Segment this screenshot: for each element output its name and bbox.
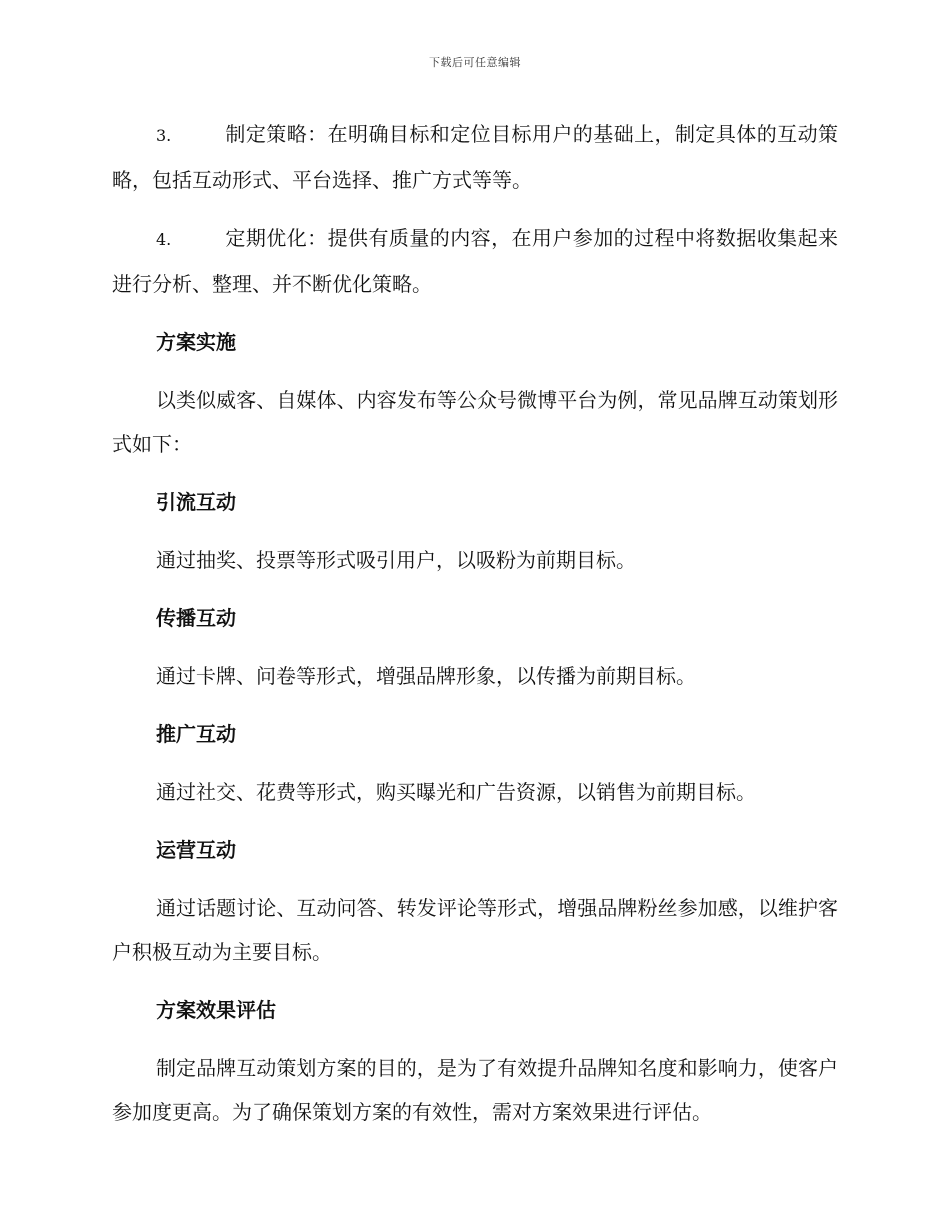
list-item-4 (112, 216, 838, 306)
paragraph-traffic: 通过抽奖、投票等形式吸引用户，以吸粉为前期目标。 (156, 548, 636, 572)
section-heading-spread: 传播互动 (156, 606, 236, 630)
paragraph-evaluation: 制定品牌互动策划方案的目的，是为了有效提升品牌知名度和影响力，使客户参加度更高。为了确保策划方案的有效性，需对方案效果进行评估。 (112, 1056, 838, 1124)
page-header: 下载后可任意编辑 (429, 56, 521, 69)
list-number: 4. (156, 230, 172, 249)
section-heading-promotion: 推广互动 (156, 722, 236, 746)
document-body (112, 112, 838, 1148)
paragraph-spread: 通过卡牌、问卷等形式，增强品牌形象，以传播为前期目标。 (156, 664, 696, 688)
section-heading-operation: 运营互动 (156, 838, 236, 862)
section-heading-implementation: 方案实施 (156, 330, 236, 354)
list-item-text: 制定策略：在明确目标和定位目标用户的基础上，制定具体的互动策略，包括互动形式、平台选择、推广方式等等。 (112, 122, 838, 192)
list-item-text: 定期优化：提供有质量的内容，在用户参加的过程中将数据收集起来进行分析、整理、并不断优化策略。 (112, 226, 838, 296)
paragraph-operation: 通过话题讨论、互动问答、转发评论等形式，增强品牌粉丝参加感，以维护客户积极互动为主要目标。 (112, 896, 838, 964)
paragraph-implementation-intro: 以类似威客、自媒体、内容发布等公众号微博平台为例，常见品牌互动策划形式如下： (112, 388, 838, 456)
section-heading-traffic: 引流互动 (156, 490, 236, 514)
list-item-3 (112, 112, 838, 202)
list-number: 3. (156, 126, 172, 145)
paragraph-promotion: 通过社交、花费等形式，购买曝光和广告资源，以销售为前期目标。 (156, 780, 756, 804)
section-heading-evaluation: 方案效果评估 (156, 998, 276, 1022)
